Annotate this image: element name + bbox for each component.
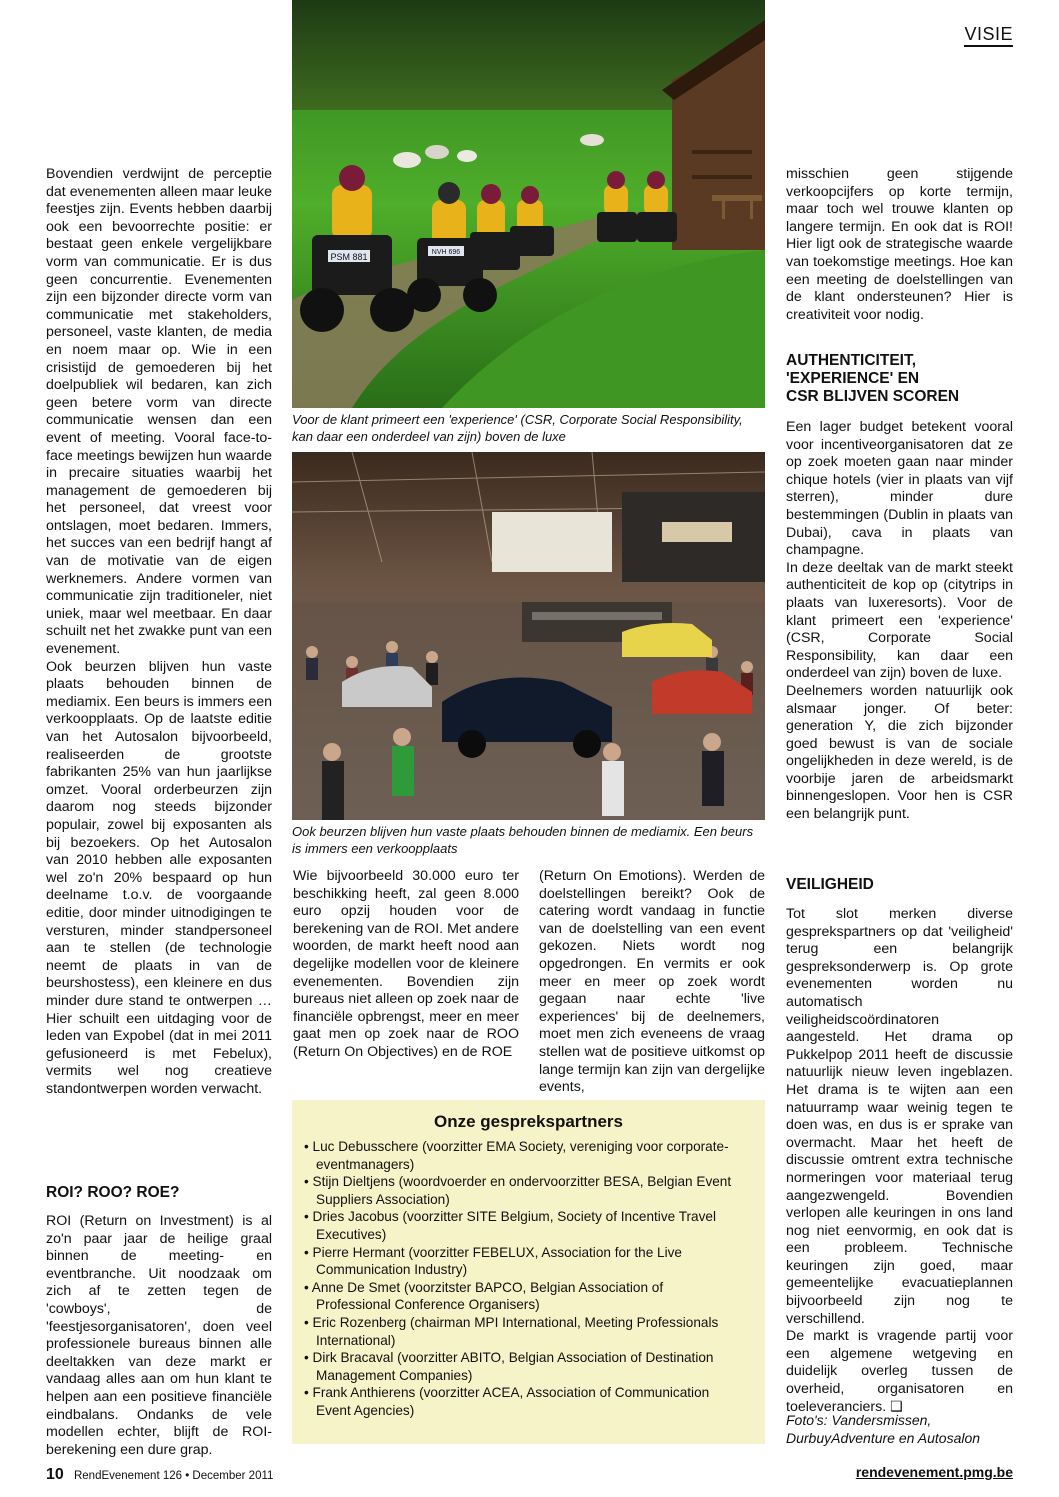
- left-column-lower: [46, 1213, 272, 1459]
- right-paragraph-6: De markt is vragende partij voor een algemene wetgeving en duidelijk overleg tussen de overheid, organisatoren en toeleveranciers. ❑: [786, 1328, 1013, 1415]
- right-column-mid: [786, 419, 1013, 824]
- partners-title: Onze gesprekspartners: [434, 1112, 623, 1131]
- photo-quad-bikes: [292, 0, 765, 408]
- partners-list: [292, 1138, 765, 1420]
- plate-2: NVH 696: [431, 249, 461, 256]
- left-paragraph-2: Ook beurzen blijven hun vaste plaats behouden binnen de mediamix. Een beurs is immers een verkoopplaats. Op de laatste editie van het Autosalon bijvoorbeeld, realiseerden de grootste fabrikanten 25% van hun jaarlijkse omzet. Vooral orderbeurzen zijn daarom nog steeds bijzonder populair, zowel bij exposanten als bij bezoekers. Op het Autosalon van 2010 hebben alle exposanten wel zo'n 20% bespaard op hun deelname t.o.v. de voorgaande editie, door minder uitnodigingen te versturen, minder standpersoneel aan te stellen (de technologie neemt de plaats in van de beurshostess), een kleinere en dus minder dure stand te ontwerpen … Hier schuilt een uitdaging voor de leden van Expobel (dat in mei 2011 gefusioneerd is met Febelux), vermits wel nog creatieve standontwerpen worden verwacht.: [46, 658, 272, 1097]
- middle-column-2: [539, 868, 765, 1097]
- right-paragraph-1: misschien geen stijgende verkoopcijfers op korte termijn, maar toch wel trouwe klanten op langere termijn. En ook dat is ROI! Hier ligt ook de strategische waarde van toekomstige meetings. Hoe kan een meeting de doelstellingen van de klant ondersteunen? Hier is creativiteit voor nodig.: [786, 166, 1013, 323]
- photo1-caption: Voor de klant primeert een 'experience' (CSR, Corporate Social Responsibility, kan daar een onderdeel van zijn) boven de luxe: [292, 412, 743, 444]
- partner-item: • Luc Debusschere (voorzitter EMA Society, vereniging voor corporate-eventmanagers): [304, 1139, 729, 1172]
- right-column-lower: [786, 906, 1013, 1416]
- section-label: VISIE: [964, 24, 1013, 45]
- left-heading-roi: ROI? ROO? ROE?: [46, 1184, 180, 1201]
- photo-credit: Foto's: Vandersmissen, DurbuyAdventure en Autosalon: [786, 1412, 981, 1446]
- partner-item: • Anne De Smet (voorzitster BAPCO, Belgian Association of Professional Conference Organisers): [304, 1279, 664, 1313]
- middle-paragraph-1: Wie bijvoorbeeld 30.000 euro ter beschikking heeft, zal geen 8.000 euro opzij houden voor de berekening van de ROI. Met andere woorden, de markt heeft nood aan degelijke modellen voor de kleinere evenementen. Bovendien zijn bureaus niet alleen op zoek naar de financiële opbrengst, meer en meer gaat men op zoek naar de ROO (Return On Objectives) en de ROE: [293, 868, 519, 1060]
- page-number: 10: [46, 1466, 64, 1483]
- partner-item: • Frank Anthierens (voorzitter ACEA, Association of Communication Event Agencies): [304, 1385, 710, 1418]
- partner-item: • Eric Rozenberg (chairman MPI International, Meeting Professionals International): [304, 1314, 719, 1348]
- quad-bikes-illustration: [292, 0, 765, 408]
- plate-1: PSM 881: [330, 252, 368, 262]
- right-paragraph-4: Deelnemers worden natuurlijk ook alsmaar jonger. Of beter: generation Y, die zich bijzonder goed bewust is van de sociale ongelijkheden in deze wereld, is de voorbije jaren de arbeidsmarkt binnengeslopen. Voor hen is CSR een belangrijk punt.: [786, 682, 1013, 823]
- right-paragraph-2: Een lager budget betekent vooral voor incentiveorganisatoren dat ze op zoek moeten gaan naar minder chique hotels (vier in plaats van vijf sterren), minder dure bestemmingen (Dublin in plaats van Dubai), cava in plaats van champagne.: [786, 419, 1013, 559]
- autosalon-illustration: [292, 452, 765, 820]
- left-paragraph-3: ROI (Return on Investment) is al zo'n paar jaar de heilige graal binnen de meeting- en eventbranche. Uit noodzaak om zich af te zetten tegen de 'cowboys', de 'feestjesorganisatoren', doen veel professionele bureaus binnen alle deeltakken van deze markt er vandaag alles aan om hun klant te helpen aan een positieve financiële eindbalans. Ondanks de vele modellen echter, blijft de ROI-berekening een dure grap.: [46, 1213, 272, 1458]
- right-heading-safety: VEILIGHEID: [786, 876, 874, 893]
- right-column: [786, 166, 1013, 324]
- middle-column-1: [293, 868, 519, 1062]
- partners-box: [292, 1100, 765, 1444]
- right-heading-authenticity: AUTHENTICITEIT, 'EXPERIENCE' EN CSR BLIJVEN SCOREN: [786, 352, 960, 405]
- partner-item: • Stijn Dieltjens (woordvoerder en ondervoorzitter BESA, Belgian Event Suppliers Association): [304, 1174, 732, 1207]
- left-paragraph-1: Bovendien verdwijnt de perceptie dat evenementen alleen maar leuke feestjes zijn. Events hebben daarbij ook een bevoorrechte positie: er bestaat geen enkele vergelijkbare vorm van communicatie. Er is dus geen concurrentie. Evenementen zijn een bijzonder directe vorm van communicatie met stakeholders, personeel, vaste klanten, de media en noem maar op. Wie in een crisistijd de gemoederen bij het doelpubliek wil bedaren, kan zich geen betere vorm van directe communicatie wensen dan een event of meeting. Vooral face-to-face meetings bewijzen hun waarde in precaire situaties waarbij het management de gemoederen bij het personeel, dat vreest voor ontslagen, moet bedaren. Immers, het succes van een bedrijf hangt af van de motivatie van de eigen werknemers. Andere vormen van communicatie zijn traditioneler, niet uniek, maar wel meetbaar. En daar schuilt net het zwakke punt van een evenement.: [46, 166, 272, 658]
- photo-autosalon: [292, 452, 765, 820]
- magazine-issue: RendEvenement 126 • December 2011: [73, 1470, 274, 1482]
- partner-item: • Dirk Bracaval (voorzitter ABITO, Belgian Association of Destination Management Companies): [304, 1350, 714, 1383]
- right-paragraph-5: Tot slot merken diverse gesprekspartners op dat 'veiligheid' terug een belangrijk gespreksonderwerp is. Op grote evenementen worden nu automatisch veiligheidscoördinatoren aangesteld. Het drama op Pukkelpop 2011 heeft de discussie natuurlijk nieuw leven ingeblazen. Het drama is te wijten aan een natuurramp waar weinig tegen te doen was, en dus is er sprake van overmacht. Maar het heeft de discussie omtrent extra technische normeringen voor materiaal terug aangezwengeld. Bovendien verlopen alle keuringen in ons land nog niet eenvormig, en ook dat is een probleem. Technische keuringen zijn goed, maar gemeentelijke evacuatieplannen bijvoorbeeld zijn nog te verschillend.: [786, 906, 1013, 1327]
- partner-item: • Dries Jacobus (voorzitter SITE Belgium, Society of Incentive Travel Executives): [304, 1209, 716, 1242]
- partner-item: • Pierre Hermant (voorzitter FEBELUX, Association for the Live Communication Industry): [304, 1244, 682, 1278]
- footer-left: [46, 1466, 273, 1484]
- website-link[interactable]: rendevenement.pmg.be: [855, 1464, 1013, 1480]
- middle-paragraph-2: (Return On Emotions). Werden de doelstellingen bereikt? Ook de catering wordt vandaag in functie van de doelstelling van een event gekozen. Niets wordt nog opgedrongen. En vermits er ook meer en meer op zoek wordt gegaan naar echte 'live experiences' bij de deelnemers, moet men zich eveneens de vraag stellen wat de positieve uitkomst op lange termijn kan zijn van dergelijke events,: [539, 868, 765, 1096]
- photo2-caption: Ook beurzen blijven hun vaste plaats behouden binnen de mediamix. Een beurs is immers een verkoopplaats: [292, 824, 754, 856]
- left-column: [46, 166, 272, 1098]
- right-paragraph-3: In deze deeltak van de markt steekt authenticiteit de kop op (citytrips in plaats van luxeresorts). Voor de klant primeert een 'experience' (CSR, Corporate Social Responsibility, kan daar een onderdeel van zijn) boven de luxe.: [786, 559, 1013, 682]
